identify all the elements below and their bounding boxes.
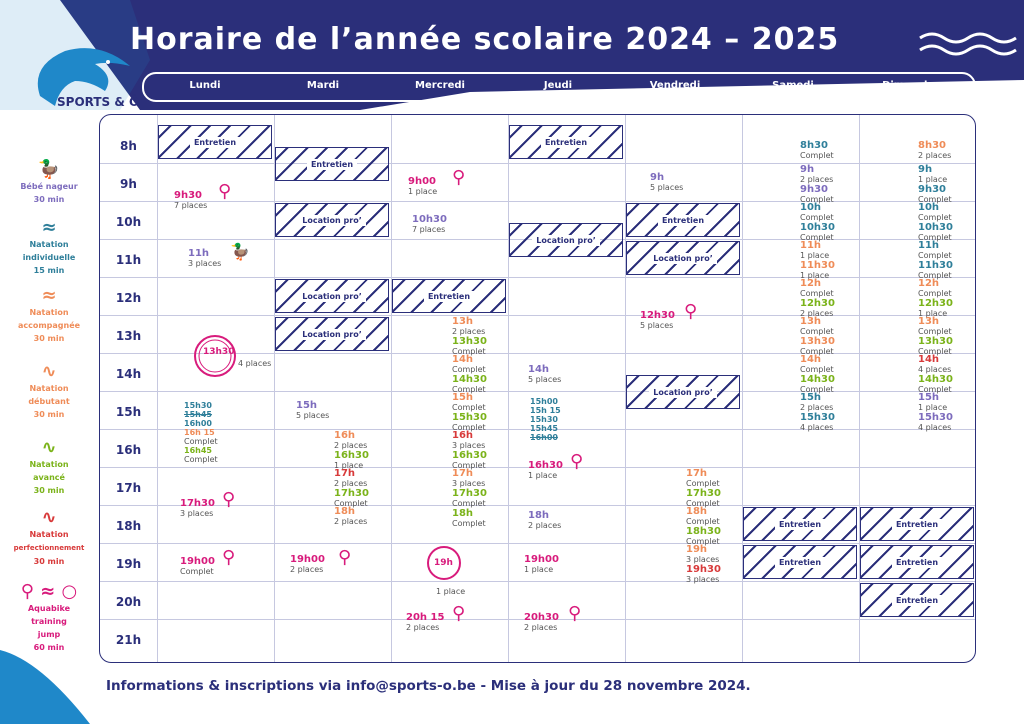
legend-natation-individuelle: ≈ Natation individuelle 15 min bbox=[10, 218, 88, 277]
session-entry: 18h 2 places bbox=[528, 510, 562, 530]
hour-11h: 11h bbox=[115, 253, 142, 267]
logo-text: SPORTS & Ô bbox=[57, 95, 140, 109]
hour-10h: 10h bbox=[115, 215, 142, 229]
hour-15h: 15h bbox=[115, 405, 142, 419]
session-entry: 13h Complet 13h30 Complet bbox=[800, 316, 835, 356]
session-entry: 17h Complet 17h30 Complet bbox=[686, 468, 721, 508]
hour-13h: 13h bbox=[115, 329, 142, 343]
legend-natation-perfectionnement: ∿ Natation perfectionnement 30 min bbox=[10, 508, 88, 568]
schedule-grid bbox=[99, 114, 976, 663]
session-entry: 19h00 1 place bbox=[524, 554, 559, 574]
session-entry: 9h00 1 place bbox=[408, 176, 438, 196]
day-mercredi: Mercredi bbox=[415, 80, 465, 91]
session-entry: 11h Complet 11h30 Complet bbox=[918, 240, 953, 280]
session-entry: 19h 3 places 19h30 3 places bbox=[686, 544, 721, 584]
session-entry: 14h Complet 14h30 Complet bbox=[800, 354, 835, 394]
bike-icon: ⚲ bbox=[222, 547, 236, 568]
entretien-block: Entretien bbox=[860, 583, 974, 617]
session-entry: 16h30 1 place bbox=[528, 460, 563, 480]
bike-icon: ⚲ bbox=[568, 603, 582, 624]
bike-icon: ⚲ bbox=[452, 603, 466, 624]
session-entry: 16h 3 places 16h30 Complet bbox=[452, 430, 487, 470]
session-entry: 18h Complet bbox=[452, 508, 486, 528]
session-entry: 19h00 Complet bbox=[180, 556, 215, 576]
hour-14h: 14h bbox=[115, 367, 142, 381]
entretien-block: Entretien bbox=[392, 279, 506, 313]
session-entry: 17h 2 places 17h30 Complet bbox=[334, 468, 369, 508]
hour-19h: 19h bbox=[115, 557, 142, 571]
session-entry: 8h30 Complet bbox=[800, 140, 834, 160]
swimmer-icon: ≈ bbox=[41, 217, 57, 238]
location-pro-block: Location pro’ bbox=[626, 375, 740, 409]
session-entry: 10h Complet 10h30 Complet bbox=[918, 202, 953, 242]
entretien-block: Entretien bbox=[860, 507, 974, 541]
swim-pro-icon: ∿ bbox=[41, 507, 57, 528]
session-entry: 20h 15 2 places bbox=[406, 612, 445, 632]
session-entry: 9h 2 places 9h30 Complet bbox=[800, 164, 834, 204]
legend-aquabike: ⚲ ≈ ○ Aquabike training jump 60 min bbox=[10, 582, 88, 654]
page-title: Horaire de l’année scolaire 2024 – 2025 bbox=[130, 22, 840, 57]
session-time: 19h bbox=[434, 558, 453, 568]
session-entry: 12h Complet 12h30 2 places bbox=[800, 278, 835, 318]
location-pro-block: Location pro’ bbox=[275, 317, 389, 351]
entretien-block: Entretien bbox=[158, 125, 272, 159]
bike-icon: ⚲ bbox=[452, 167, 466, 188]
session-entry: 19h00 2 places bbox=[290, 554, 325, 574]
entretien-block: Entretien bbox=[860, 545, 974, 579]
session-info: 1 place bbox=[436, 587, 466, 596]
session-slots: 15h30 15h45 16h00 16h 15 Complet 16h45 Complet bbox=[184, 401, 218, 464]
session-entry: 14h 4 places 14h30 Complet bbox=[918, 354, 953, 394]
session-entry: 17h 3 places 17h30 Complet bbox=[452, 468, 487, 508]
duck-icon: 🦆 bbox=[230, 242, 250, 261]
hour-17h: 17h bbox=[115, 481, 142, 495]
session-entry: 15h 2 places 15h30 4 places bbox=[800, 392, 835, 432]
legend-natation-avance: ∿ Natation avancé 30 min bbox=[10, 438, 88, 497]
entretien-block: Entretien bbox=[743, 507, 857, 541]
legend-natation-debutant: ∿ Natation débutant 30 min bbox=[10, 362, 88, 421]
hour-12h: 12h bbox=[115, 291, 142, 305]
session-entry: 20h30 2 places bbox=[524, 612, 559, 632]
corner-wave-decoration bbox=[0, 640, 90, 724]
hour-8h: 8h bbox=[120, 139, 137, 153]
entretien-block: Entretien bbox=[509, 125, 623, 159]
day-mardi: Mardi bbox=[306, 80, 340, 91]
session-entry: 9h 5 places bbox=[650, 172, 684, 192]
location-pro-block: Location pro’ bbox=[626, 241, 740, 275]
hour-20h: 20h bbox=[115, 595, 142, 609]
day-lundi: Lundi bbox=[189, 80, 221, 91]
session-entry: 14h 5 places bbox=[528, 364, 562, 384]
location-pro-block: Location pro’ bbox=[275, 203, 389, 237]
session-entry: 9h 1 place 9h30 Complet bbox=[918, 164, 952, 204]
day-samedi: Samedi bbox=[772, 80, 814, 91]
bike-icon: ⚲ bbox=[570, 451, 584, 472]
hour-16h: 16h bbox=[115, 443, 142, 457]
bike-icon: ⚲ bbox=[222, 489, 236, 510]
session-entry: 18h Complet 18h30 Complet bbox=[686, 506, 721, 546]
session-entry: 11h 1 place 11h30 1 place bbox=[800, 240, 835, 280]
hour-18h: 18h bbox=[115, 519, 142, 533]
session-slots: 15h00 15h 15 15h30 15h45 16h00 bbox=[530, 397, 561, 442]
footer-info: Informations & inscriptions via info@sports-o.be - Mise à jour du 28 novembre 2024. bbox=[106, 678, 751, 694]
session-time: 13h30 bbox=[203, 347, 235, 357]
legend-natation-accompagnee: ≈ Natation accompagnée 30 min bbox=[10, 286, 88, 345]
bike-icon: ⚲ ≈ ○ bbox=[20, 581, 78, 602]
bike-icon: ⚲ bbox=[338, 547, 352, 568]
session-entry: 17h30 3 places bbox=[180, 498, 215, 518]
entretien-block: Entretien bbox=[275, 147, 389, 181]
session-entry: 16h 2 places 16h30 1 place bbox=[334, 430, 369, 470]
session-entry: 15h 1 place 15h30 4 places bbox=[918, 392, 953, 432]
session-entry: 11h 3 places bbox=[188, 248, 222, 268]
session-entry: 9h30 7 places bbox=[174, 190, 208, 210]
day-vendredi: Vendredi bbox=[649, 80, 701, 91]
session-entry: 15h Complet 15h30 Complet bbox=[452, 392, 487, 432]
session-info: 4 places bbox=[238, 359, 272, 368]
hour-21h: 21h bbox=[115, 633, 142, 647]
session-entry: 12h30 5 places bbox=[640, 310, 675, 330]
session-entry: 14h Complet 14h30 Complet bbox=[452, 354, 487, 394]
location-pro-block: Location pro’ bbox=[509, 223, 623, 257]
location-pro-block: Location pro’ bbox=[275, 279, 389, 313]
day-jeudi: Jeudi bbox=[543, 80, 573, 91]
swimmer-pair-icon: ≈ bbox=[41, 285, 57, 306]
hour-9h: 9h bbox=[120, 177, 137, 191]
session-entry: 10h Complet 10h30 Complet bbox=[800, 202, 835, 242]
bike-icon: ⚲ bbox=[684, 301, 698, 322]
entretien-block: Entretien bbox=[626, 203, 740, 237]
session-entry: 13h 2 places 13h30 Complet bbox=[452, 316, 487, 356]
duck-icon: 🦆 bbox=[37, 159, 61, 180]
swim-wave-icon: ∿ bbox=[41, 361, 57, 382]
session-entry: 15h 5 places bbox=[296, 400, 330, 420]
swim-advanced-icon: ∿ bbox=[41, 437, 57, 458]
bike-icon: ⚲ bbox=[218, 181, 232, 202]
session-entry: 18h 2 places bbox=[334, 506, 368, 526]
session-entry: 10h30 7 places bbox=[412, 214, 447, 234]
day-dimanche: Dimanche bbox=[882, 80, 938, 91]
session-entry: 13h Complet 13h30 Complet bbox=[918, 316, 953, 356]
session-entry: 12h Complet 12h30 1 place bbox=[918, 278, 953, 318]
session-entry: 8h30 2 places bbox=[918, 140, 952, 160]
days-header bbox=[142, 72, 976, 102]
legend-bebe-nageur: 🦆 Bébé nageur 30 min bbox=[10, 160, 88, 206]
entretien-block: Entretien bbox=[743, 545, 857, 579]
